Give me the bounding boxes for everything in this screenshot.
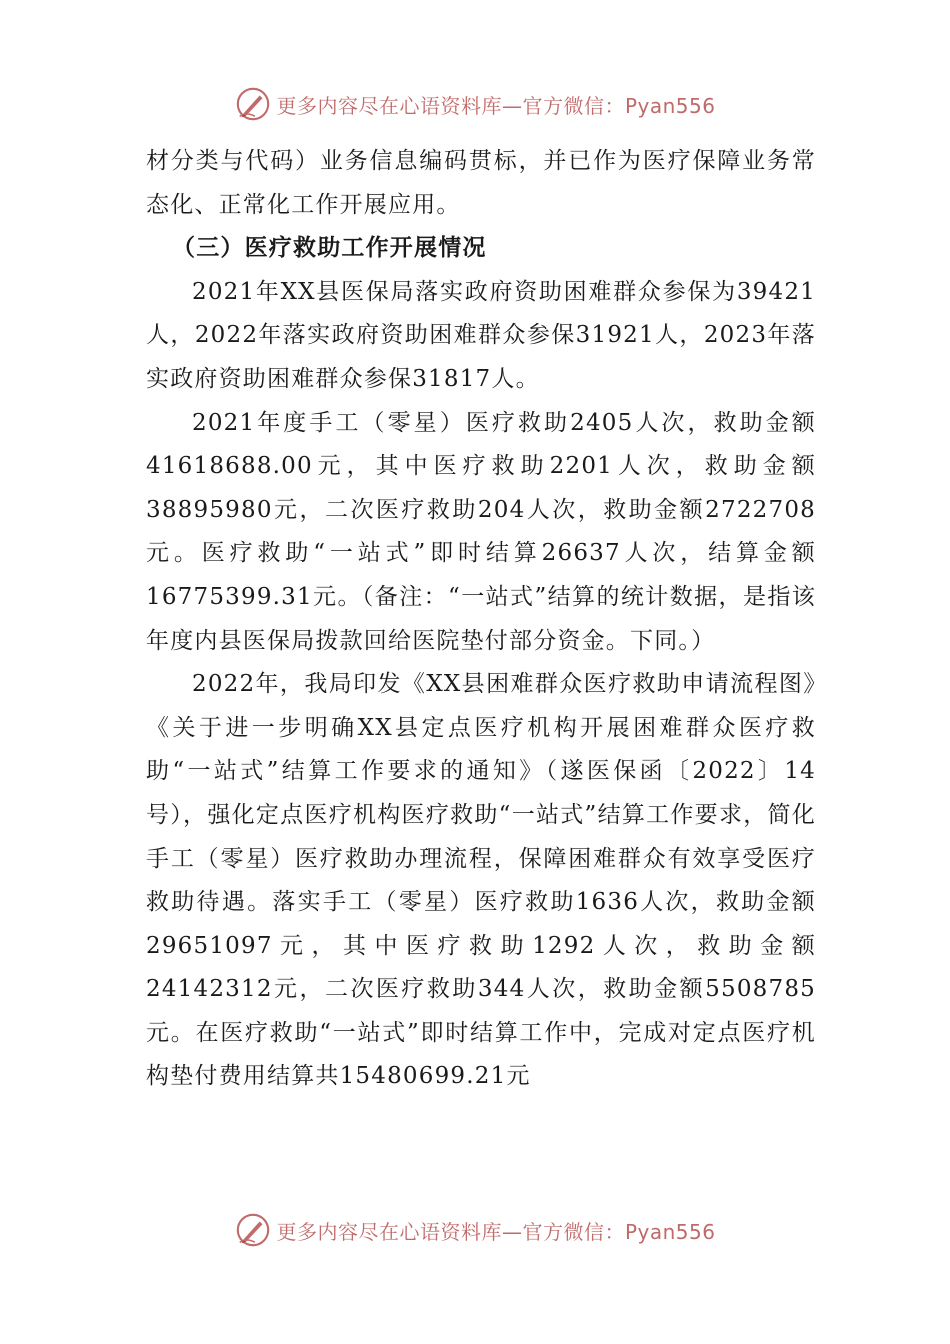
header-watermark [0,82,950,126]
paragraph-2022-assistance: 2022年，我局印发《XX县困难群众医疗救助申请流程图》《关于进一步明确XX县定点医疗机构开展困难群众医疗救助“一站式”结算工作要求的通知》（遂医保函〔2022〕14号），强化定点医疗机构医疗救助“一站式”结算工作要求，简化手工（零星）医疗救助办理流程，保障困难群众有效享受医疗救助待遇。落实手工（零星）医疗救助1636人次，救助金额29651097元，其中医疗救助1292人次，救助金额24142312元，二次医疗救助344人次，救助金额5508785元。在医疗救助“一站式”即时结算工作中，完成对定点医疗机构垫付费用结算共15480699.21元 [146,671,816,1090]
pen-logo-icon [234,1211,272,1249]
section-heading: （三）医疗救助工作开展情况 [172,235,487,262]
pen-logo-icon [234,85,272,123]
watermark-text: 更多内容尽在心语资料库—官方微信：Pyan556 [276,1219,716,1244]
footer-watermark [0,1208,950,1252]
document-body [146,140,816,1099]
paragraph-insured-counts: 2021年XX县医保局落实政府资助困难群众参保为39421人，2022年落实政府资助困难群众参保31921人，2023年落实政府资助困难群众参保31817人。 [146,278,816,392]
watermark-text: 更多内容尽在心语资料库—官方微信：Pyan556 [276,93,716,118]
paragraph-continuation: 材分类与代码）业务信息编码贯标，并已作为医疗保障业务常态化、正常化工作开展应用。 [146,148,816,218]
paragraph-2021-assistance: 2021年度手工（零星）医疗救助2405人次，救助金额41618688.00元，其中医疗救助2201人次，救助金额38895980元，二次医疗救助204人次，救助金额2722708元。医疗救助“一站式”即时结算26637人次，结算金额16775399.31元。（备注：“一站式”结算的统计数据，是指该年度内县医保局拨款回给医院垫付部分资金。下同。） [146,409,816,654]
